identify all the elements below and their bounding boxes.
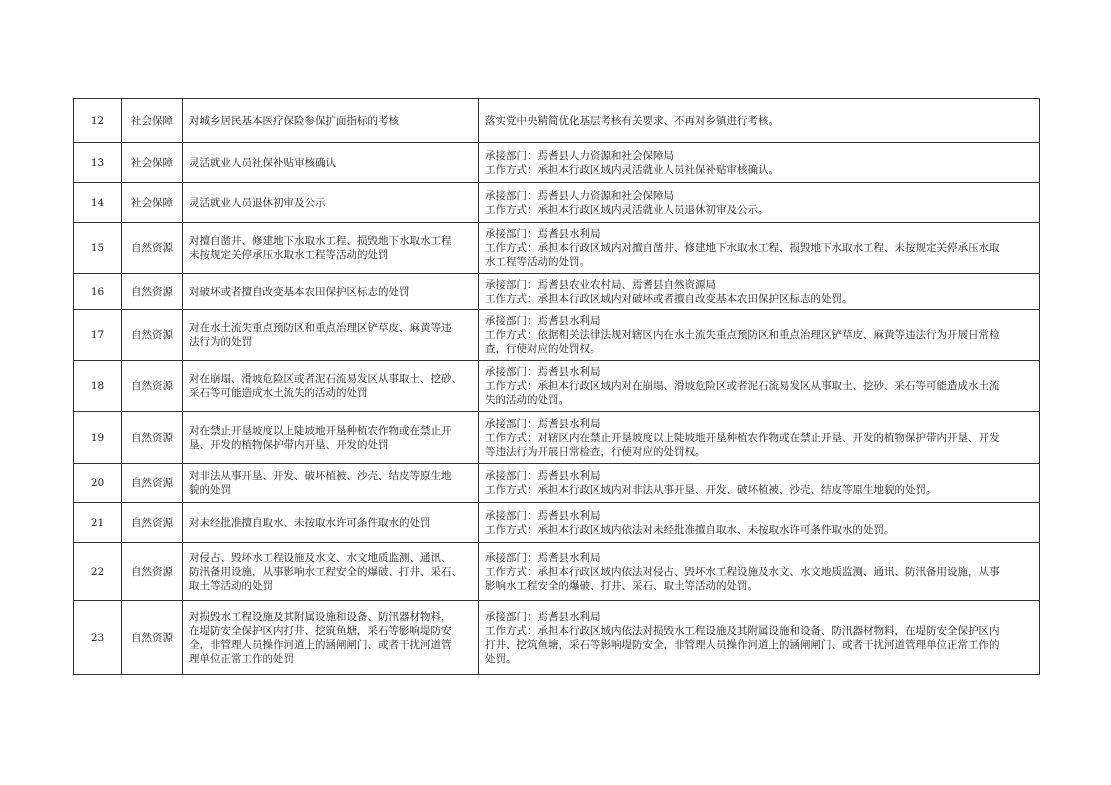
row-handling-description [479,274,1040,310]
row-category: 自然资源 [122,464,183,503]
row-item-name [183,503,479,543]
table-row [74,543,1040,601]
row-number: 15 [74,223,122,274]
description-text-line: 承接部门：焉耆县农业农村局、焉耆县自然资源局 [485,278,716,291]
description-text-line: 工作方式：依据相关法律法规对辖区内在水土流失重点预防区和重点治理区铲草皮、麻黄等违法行为开展日常检 [485,329,1000,341]
row-number: 18 [74,361,122,412]
row-item-name [183,412,479,464]
row-handling-description [479,361,1040,412]
row-number: 13 [74,143,122,183]
row-handling-description [479,503,1040,543]
table-row [74,601,1040,675]
row-category: 自然资源 [122,361,183,412]
item-text-line: 对擅自凿井、修建地下水取水工程、损毁地下水取水工程 [189,235,452,247]
table-row [74,183,1040,223]
description-text-line: 打井、挖筑鱼塘，采石等影响堤防安全，非管理人员操作河道上的涵闸闸门、或者干扰河道管理单位正常工作的 [485,638,1000,651]
row-category: 自然资源 [122,601,183,675]
item-text-line: 取土等活动的处罚 [189,579,273,592]
responsibility-table [73,98,1040,675]
row-item-name [183,274,479,310]
row-handling-description [479,183,1040,223]
row-category: 自然资源 [122,310,183,361]
description-text-line: 承接部门：焉耆县水利局 [485,228,601,240]
item-text-line: 对破坏或者擅自改变基本农田保护区标志的处罚 [189,285,410,298]
table-row [74,310,1040,361]
row-item-name [183,223,479,274]
description-text-line: 承接部门：焉耆县水利局 [485,417,601,430]
item-text-line: 垦、开发的植物保护带内开垦、开发的处罚 [189,438,389,451]
row-category: 社会保障 [122,99,183,143]
item-text-line: 未按规定关停承压水取水工程等活动的处罚 [189,249,389,261]
row-item-name [183,143,479,183]
item-text-line: 对损毁水工程设施及其附属设施和设备、防汛器材物料， [189,610,452,623]
item-text-line: 对未经批准擅自取水、未按取水许可条件取水的处罚 [189,516,431,529]
description-text-line: 失的活动的处罚。 [485,394,569,406]
row-item-name [183,464,479,503]
row-category: 社会保障 [122,143,183,183]
item-text-line: 理单位正常工作的处罚 [189,652,294,665]
row-handling-description [479,543,1040,601]
description-text-line: 工作方式：承担本行政区域内对擅自凿井、修建地下水取水工程、损毁地下水取水工程、未按规定关停承压水取 [485,242,1000,254]
description-text-line: 工作方式：承担本行政区域内灵活就业人员退休初审及公示。 [485,203,769,216]
row-number: 23 [74,601,122,675]
row-category: 自然资源 [122,503,183,543]
description-text-line: 落实党中央精简优化基层考核有关要求、不再对乡镇进行考核。 [485,114,779,127]
description-text-line: 工作方式：承担本行政区域内对破坏或者擅自改变基本农田保护区标志的处罚。 [485,292,853,305]
row-category: 自然资源 [122,412,183,464]
table-row [74,503,1040,543]
description-text-line: 水工程等活动的处罚。 [485,256,590,268]
row-number: 12 [74,99,122,143]
row-number: 21 [74,503,122,543]
row-handling-description [479,143,1040,183]
item-text-line: 灵活就业人员退休初审及公示 [189,196,326,209]
item-text-line: 全，非管理人员操作河道上的涵闸闸门、或者干扰河道管 [189,638,452,651]
item-text-line: 对城乡居民基本医疗保险参保扩面指标的考核 [189,114,399,127]
description-text-line: 承接部门：焉耆县人力资源和社会保障局 [485,189,674,202]
row-number: 14 [74,183,122,223]
row-handling-description [479,601,1040,675]
row-item-name [183,543,479,601]
row-category: 自然资源 [122,223,183,274]
row-category: 社会保障 [122,183,183,223]
description-text-line: 处罚。 [485,652,517,665]
description-text-line: 承接部门：焉耆县水利局 [485,610,601,623]
description-text-line: 工作方式：对辖区内在禁止开垦坡度以上陡坡地开垦种植农作物或在禁止开垦、开发的植物保护带内开垦、开发 [485,431,1000,444]
description-text-line: 承接部门：焉耆县水利局 [485,315,601,327]
description-text-line: 承接部门：焉耆县水利局 [485,366,601,378]
row-item-name [183,99,479,143]
row-number: 16 [74,274,122,310]
table-row [74,143,1040,183]
row-item-name [183,601,479,675]
description-text-line: 承接部门：焉耆县人力资源和社会保障局 [485,149,674,162]
row-category: 自然资源 [122,543,183,601]
description-text-line: 承接部门：焉耆县水利局 [485,551,601,564]
row-handling-description [479,412,1040,464]
table-row [74,223,1040,274]
description-text-line: 承接部门：焉耆县水利局 [485,509,601,522]
item-text-line: 对在水土流失重点预防区和重点治理区铲草皮、麻黄等违 [189,322,452,334]
item-text-line: 防汛备用设施，从事影响水工程安全的爆破、打井、采石、 [189,565,462,578]
item-text-line: 法行为的处罚 [189,336,252,348]
item-text-line: 在堤防安全保护区内打井、挖筑鱼塘，采石等影响堤防安 [189,624,452,637]
row-category: 自然资源 [122,274,183,310]
description-text-line: 工作方式：承担本行政区域内依法对侵占、毁坏水工程设施及水文、水文地质监测、通讯、防汛备用设施，从事 [485,565,1000,578]
description-text-line: 工作方式：承担本行政区域内依法对未经批准擅自取水、未按取水许可条件取水的处罚。 [485,523,895,536]
description-text-line: 查，行使对应的处罚权。 [485,343,601,355]
row-handling-description [479,223,1040,274]
row-handling-description [479,310,1040,361]
item-text-line: 灵活就业人员社保补贴审核确认 [189,156,336,169]
row-number: 20 [74,464,122,503]
row-item-name [183,310,479,361]
item-text-line: 对在崩塌、滑坡危险区或者泥石流易发区从事取土、挖砂、 [189,373,462,385]
row-item-name [183,361,479,412]
description-text-line: 影响水工程安全的爆破、打井、采石、取土等活动的处罚。 [485,579,758,592]
table-row [74,99,1040,143]
row-number: 22 [74,543,122,601]
table-row [74,361,1040,412]
row-handling-description [479,99,1040,143]
item-text-line: 采石等可能造成水土流失的活动的处罚 [189,387,368,399]
table-row [74,274,1040,310]
description-text-line: 工作方式：承担本行政区域内依法对损毁水工程设施及其附属设施和设备、防汛器材物料，在堤防安全保护区内 [485,624,1000,637]
item-text-line: 貌的处罚 [189,484,231,496]
description-text-line: 承接部门：焉耆县水利局 [485,470,601,482]
table-row [74,412,1040,464]
item-text-line: 对侵占、毁坏水工程设施及水文、水文地质监测、通讯、 [189,551,452,564]
item-text-line: 对非法从事开垦、开发、破坏植被、沙壳、结皮等原生地 [189,470,452,482]
row-number: 19 [74,412,122,464]
description-text-line: 工作方式：承担本行政区域内对在崩塌、滑坡危险区或者泥石流易发区从事取土、挖砂、采石等可能造成水土流 [485,380,1000,392]
row-handling-description [479,464,1040,503]
item-text-line: 对在禁止开垦坡度以上陡坡地开垦种植农作物或在禁止开 [189,424,452,437]
description-text-line: 工作方式：承担本行政区域内灵活就业人员社保补贴审核确认。 [485,163,779,176]
table-body [74,99,1040,675]
description-text-line: 工作方式：承担本行政区域内对非法从事开垦、开发、破坏植被、沙壳、结皮等原生地貌的处罚。 [485,484,937,496]
table-row [74,464,1040,503]
row-item-name [183,183,479,223]
row-number: 17 [74,310,122,361]
description-text-line: 等违法行为开展日常检查，行使对应的处罚权。 [485,445,706,458]
